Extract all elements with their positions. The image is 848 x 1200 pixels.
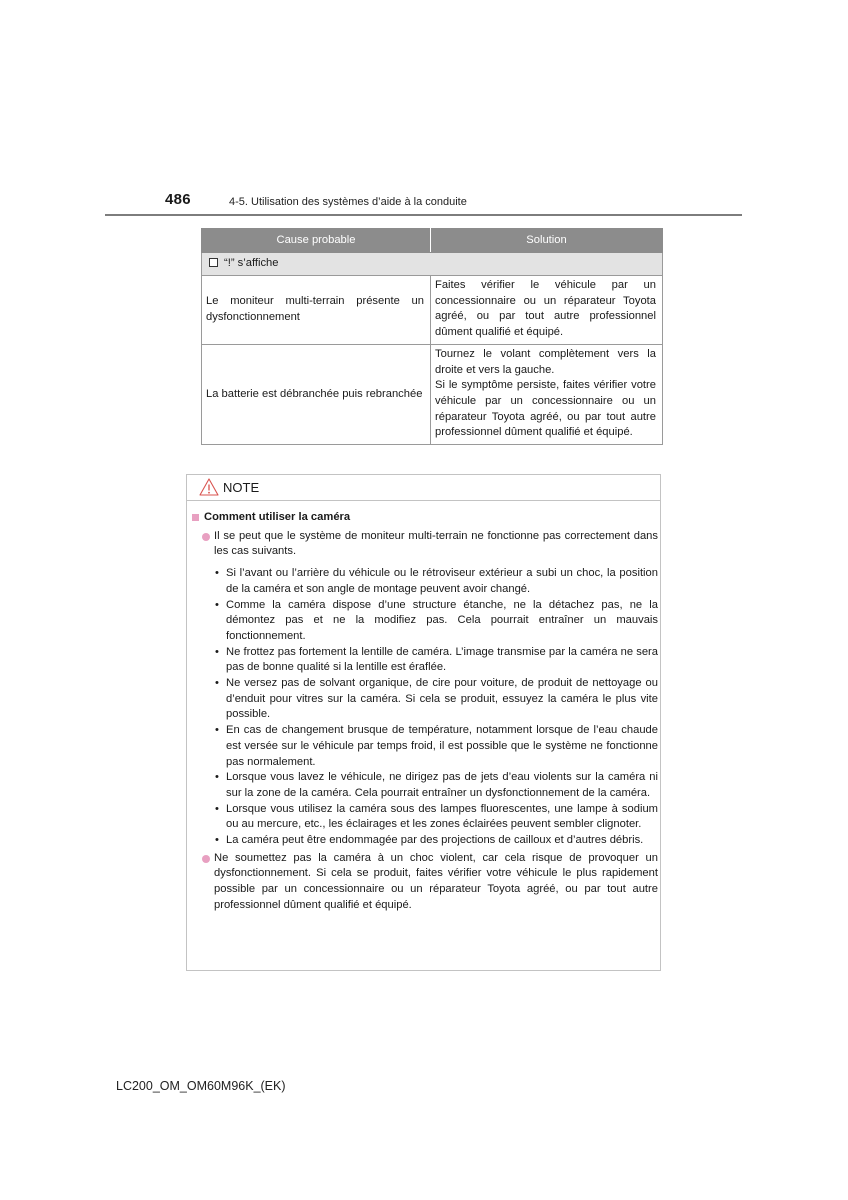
list-item-text: Ne frottez pas fortement la lentille de caméra. L’image transmise par la caméra ne sera pas de bonne qualité si la lentille est éraflée. xyxy=(226,645,658,674)
list-item-text: En cas de changement brusque de température, notamment lorsque de l’eau chaude est versée sur le véhicule par temps froid, il est possible que le système ne fonctionne pas normalement. xyxy=(226,724,658,768)
page-number: 486 xyxy=(165,191,191,208)
point-text: Il se peut que le système de moniteur multi-terrain ne fonctionne pas correctement dans les cas suivants. xyxy=(214,529,658,558)
list-item xyxy=(191,770,658,801)
list-item xyxy=(191,645,658,676)
bullet-icon: • xyxy=(215,645,219,658)
list-item-text: Si l’avant ou l’arrière du véhicule ou le rétroviseur extérieur a subi un choc, la position de la caméra et son angle de montage peuvent avoir changé. xyxy=(226,567,658,595)
list-item xyxy=(191,598,658,645)
list-item xyxy=(191,802,658,833)
group-label: “!” s’affiche xyxy=(224,257,279,270)
note-topic xyxy=(191,510,658,526)
warning-icon xyxy=(199,478,219,496)
column-header-solution: Solution xyxy=(431,229,663,253)
dot-bullet-icon xyxy=(202,533,210,541)
list-item-text: Comme la caméra dispose d’une structure étanche, ne la détachez pas, ne la démontez pas et ne la modifiez pas. Cela pourrait entraîner un mauvais fonctionnement. xyxy=(226,598,658,642)
note-label: NOTE xyxy=(223,480,260,495)
list-item xyxy=(191,833,658,849)
bullet-icon: • xyxy=(215,598,219,611)
bullet-icon: • xyxy=(215,724,219,737)
list-item-text: Lorsque vous lavez le véhicule, ne dirigez pas de jets d’eau violents sur la caméra ni sur la zone de la caméra. Cela pourrait entraîner un dysfonctionnement de la caméra. xyxy=(226,771,658,799)
topic-title: Comment utiliser la caméra xyxy=(204,511,351,523)
note-point xyxy=(191,851,658,914)
table-row xyxy=(202,344,663,444)
cause-cell: Le moniteur multi-terrain présente un dysfonctionnement xyxy=(202,276,431,345)
dot-bullet-icon xyxy=(202,855,210,863)
sub-list xyxy=(191,566,658,849)
group-cell xyxy=(202,253,663,276)
section-title: 4-5. Utilisation des systèmes d’aide à la conduite xyxy=(229,196,467,208)
table-row xyxy=(202,276,663,345)
table-group-row xyxy=(202,253,663,276)
bullet-icon: • xyxy=(215,802,219,815)
solution-cell xyxy=(431,276,663,345)
point-text: Ne soumettez pas la caméra à un choc violent, car cela risque de provoquer un dysfonctionnement. Si cela se produit, faites vérifier votre véhicule le plus rapidement possible par un concessionnaire ou un réparateur Toyota agréé, ou par tout autre professionnel dûment qualifié et équipé. xyxy=(214,851,658,911)
bullet-icon: • xyxy=(215,677,219,690)
solution-text: Si le symptôme persiste, faites vérifier votre véhicule par un concessionnaire ou un réparateur Toyota agréé, ou par tout autre professionnel dûment qualifié et équipé. xyxy=(435,379,656,439)
solution-cell xyxy=(431,344,663,444)
checkbox-icon xyxy=(209,258,218,267)
list-item-text: La caméra peut être endommagée par des projections de cailloux et d’autres débris. xyxy=(226,834,644,847)
bullet-icon: • xyxy=(215,834,219,847)
troubleshooting-table xyxy=(201,228,663,445)
table-header-row xyxy=(202,229,663,253)
bullet-icon: • xyxy=(215,771,219,784)
list-item-text: Ne versez pas de solvant organique, de cire pour voiture, de produit de nettoyage ou d’enduit pour vitres sur la caméra. Si cela se produit, essuyez la caméra le plus vite possible. xyxy=(226,677,658,721)
note-point xyxy=(191,529,658,560)
note-box xyxy=(186,474,661,971)
note-body xyxy=(191,510,658,920)
document-code: LC200_OM_OM60M96K_(EK) xyxy=(116,1079,286,1093)
list-item-text: Lorsque vous utilisez la caméra sous des lampes fluorescentes, une lampe à sodium ou au mercure, etc., les éclairages et les zones éclairées peuvent sembler clignoter. xyxy=(226,802,658,831)
solution-text: Faites vérifier le véhicule par un concessionnaire ou un réparateur Toyota agréé, ou par tout autre professionnel dûment qualifié et équipé. xyxy=(435,279,656,339)
solution-text: Tournez le volant complètement vers la droite et vers la gauche. xyxy=(435,347,656,376)
header-divider xyxy=(105,214,742,216)
column-header-cause: Cause probable xyxy=(202,229,431,253)
square-bullet-icon xyxy=(192,514,199,521)
list-item xyxy=(191,723,658,770)
list-item xyxy=(191,566,658,597)
cause-cell: La batterie est débranchée puis rebranchée xyxy=(202,344,431,444)
bullet-icon: • xyxy=(215,567,219,580)
note-header xyxy=(187,475,660,501)
list-item xyxy=(191,676,658,723)
